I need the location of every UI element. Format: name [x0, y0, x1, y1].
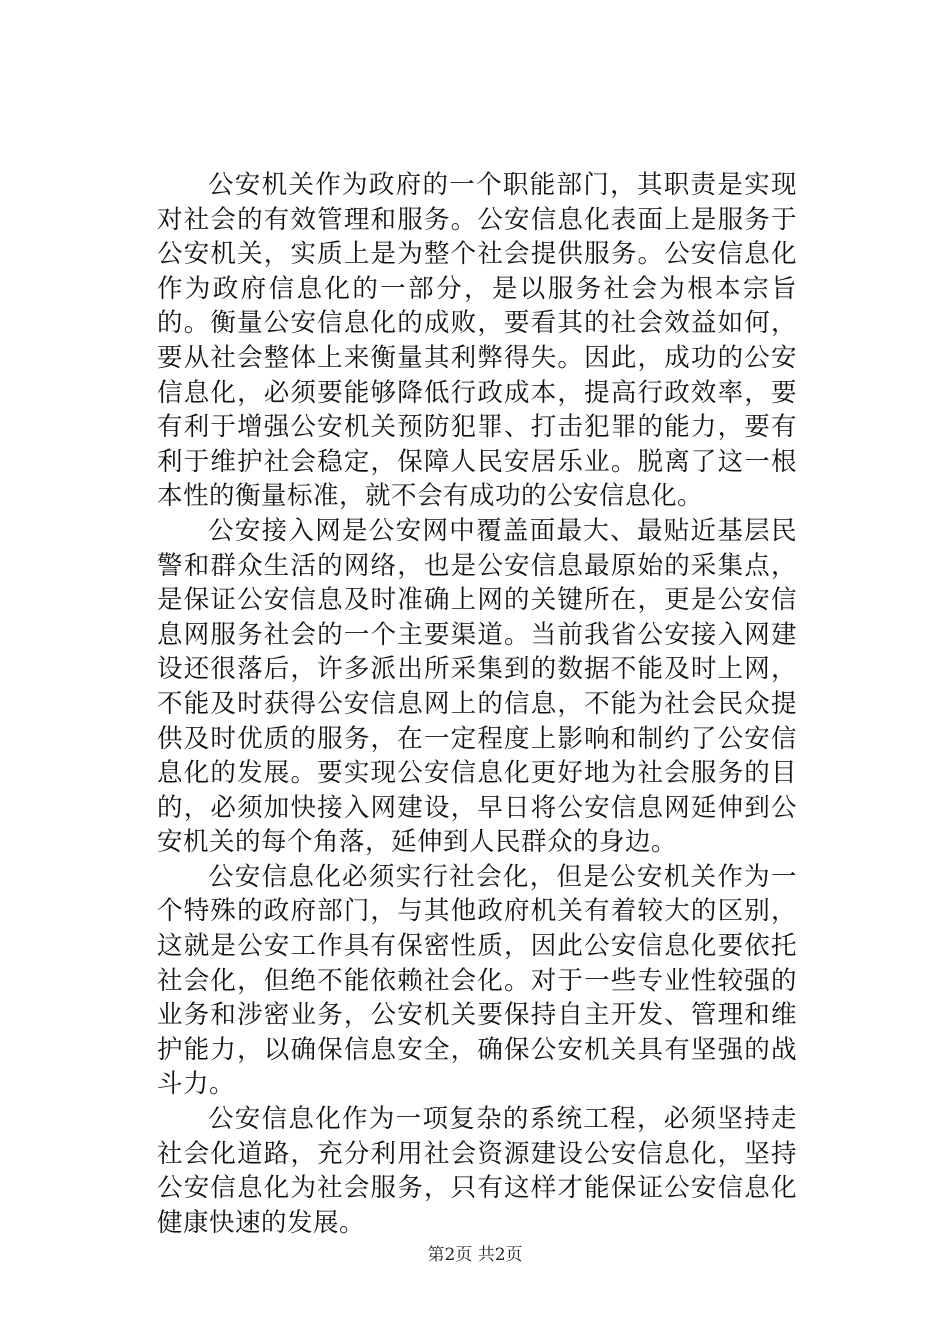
page-number-footer: 第2页 共2页 — [427, 1245, 523, 1265]
document-body — [157, 168, 797, 1240]
paragraph-3: 公安信息化必须实行社会化，但是公安机关作为一个特殊的政府部门，与其他政府机关有着较大的区别，这就是公安工作具有保密性质，因此公安信息化要依托社会化，但绝不能依赖社会化。对于一些专业性较强的业务和涉密业务，公安机关要保持自主开发、管理和维护能力，以确保信息安全，确保公安机关具有坚强的战斗力。 — [157, 861, 797, 1100]
paragraph-4: 公安信息化作为一项复杂的系统工程，必须坚持走社会化道路，充分利用社会资源建设公安信息化，坚持公安信息化为社会服务，只有这样才能保证公安信息化健康快速的发展。 — [157, 1104, 797, 1238]
paragraph-2: 公安接入网是公安网中覆盖面最大、最贴近基层民警和群众生活的网络，也是公安信息最原始的采集点，是保证公安信息及时准确上网的关键所在，更是公安信息网服务社会的一个主要渠道。当前我省公安接入网建设还很落后，许多派出所采集到的数据不能及时上网，不能及时获得公安信息网上的信息，不能为社会民众提供及时优质的服务，在一定程度上影响和制约了公安信息化的发展。要实现公安信息化更好地为社会服务的目的，必须加快接入网建设，早日将公安信息网延伸到公安机关的每个角落，延伸到人民群众的身边。 — [157, 515, 797, 858]
paragraph-1: 公安机关作为政府的一个职能部门，其职责是实现对社会的有效管理和服务。公安信息化表面上是服务于公安机关，实质上是为整个社会提供服务。公安信息化作为政府信息化的一部分，是以服务社会为根本宗旨的。衡量公安信息化的成败，要看其的社会效益如何，要从社会整体上来衡量其利弊得失。因此，成功的公安信息化，必须要能够降低行政成本，提高行政效率，要有利于增强公安机关预防犯罪、打击犯罪的能力，要有利于维护社会稳定，保障人民安居乐业。脱离了这一根本性的衡量标准，就不会有成功的公安信息化。 — [157, 170, 797, 512]
